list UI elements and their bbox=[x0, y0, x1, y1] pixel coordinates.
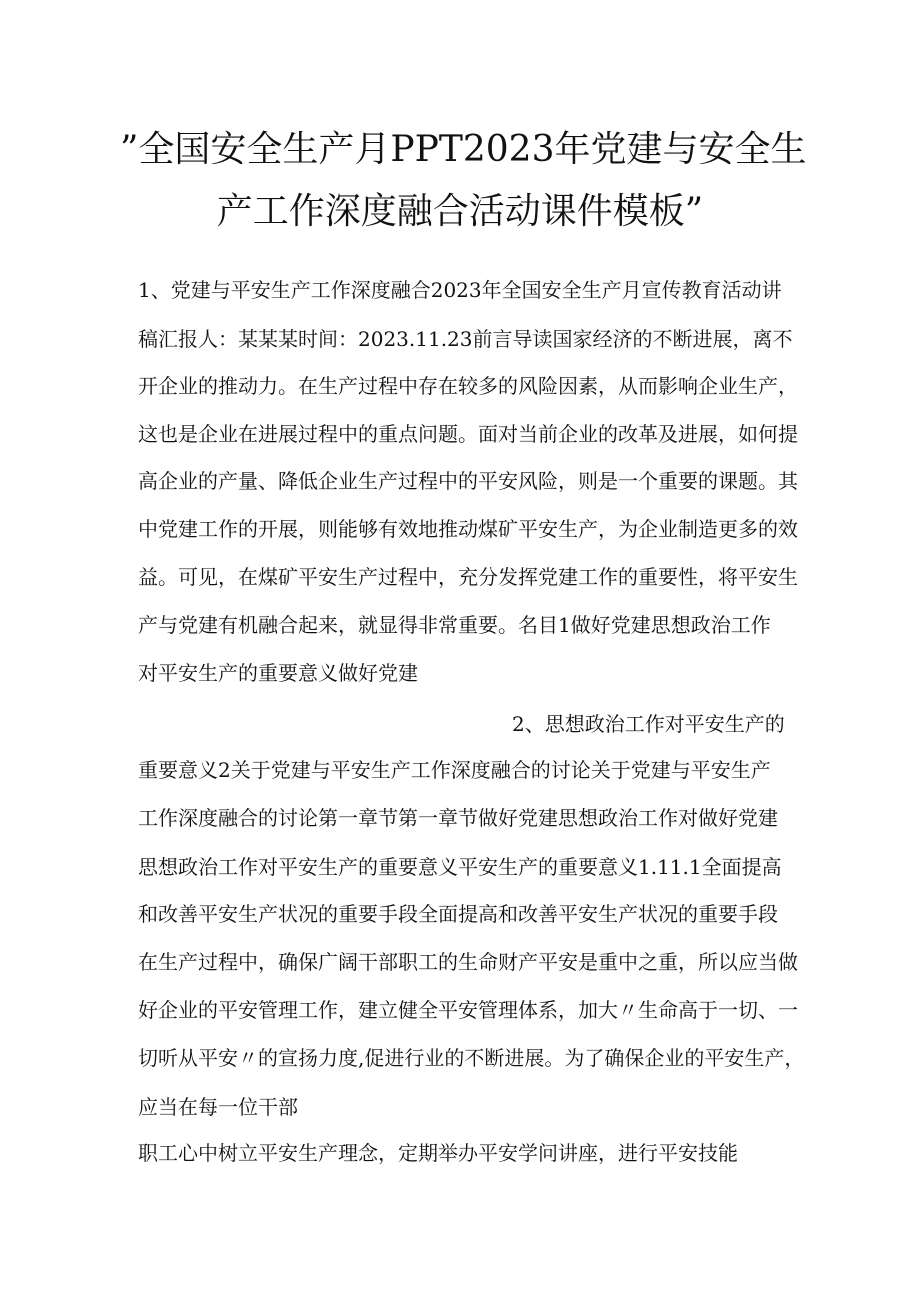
paragraph-2-line: 好企业的平安管理工作，建立健全平安管理体系，加大〃生命高于一切、一 bbox=[138, 998, 798, 1022]
paragraph-1-line: 高企业的产量、降低企业生产过程中的平安风险，则是一个重要的课题。其 bbox=[138, 469, 798, 493]
paragraph-1-line: 开企业的推动力。在生产过程中存在较多的风险因素，从而影响企业生产， bbox=[138, 374, 798, 398]
document-title-line-2: 产工作深度融合活动课件模板” bbox=[216, 191, 704, 232]
paragraph-1-line: 1、党建与平安生产工作深度融合2023年全国安全生产月宣传教育活动讲 bbox=[138, 278, 782, 302]
paragraph-3-line: 职工心中树立平安生产理念，定期举办平安学问讲座，进行平安技能 bbox=[138, 1141, 738, 1165]
paragraph-2-line: 工作深度融合的讨论第一章节第一章节做好党建思想政治工作对做好党建 bbox=[138, 806, 778, 830]
paragraph-2-line: 思想政治工作对平安生产的重要意义平安生产的重要意义1.11.1全面提高 bbox=[138, 855, 782, 879]
paragraph-1-line: 益。可见，在煤矿平安生产过程中，充分发挥党建工作的重要性，将平安生 bbox=[138, 565, 798, 589]
paragraph-2-line: 应当在每一位干部 bbox=[138, 1095, 298, 1119]
paragraph-2-line: 和改善平安生产状况的重要手段全面提高和改善平安生产状况的重要手段 bbox=[138, 902, 778, 926]
paragraph-1-line: 产与党建有机融合起来，就显得非常重要。名目1做好党建思想政治工作 bbox=[138, 613, 771, 637]
paragraph-2-line: 重要意义2关于党建与平安生产工作深度融合的讨论关于党建与平安生产 bbox=[138, 758, 771, 782]
paragraph-2-line: 在生产过程中，确保广阔干部职工的生命财产平安是重中之重，所以应当做 bbox=[138, 950, 798, 974]
paragraph-1-line: 中党建工作的开展，则能够有效地推动煤矿平安生产，为企业制造更多的效 bbox=[138, 517, 798, 541]
paragraph-1-line: 稿汇报人：某某某时间：2023.11.23前言导读国家经济的不断进展，离不 bbox=[138, 327, 793, 351]
document-title-line-1: ”全国安全生产月PPT2023年党建与安全生 bbox=[120, 129, 807, 170]
paragraph-2-line: 2、思想政治工作对平安生产的 bbox=[512, 712, 785, 736]
paragraph-1-line: 对平安生产的重要意义做好党建 bbox=[138, 661, 418, 685]
paragraph-1-line: 这也是企业在进展过程中的重点问题。面对当前企业的改革及进展，如何提 bbox=[138, 422, 798, 446]
paragraph-2-line: 切听从平安〃的宣扬力度,促进行业的不断进展。为了确保企业的平安生产， bbox=[138, 1046, 805, 1070]
